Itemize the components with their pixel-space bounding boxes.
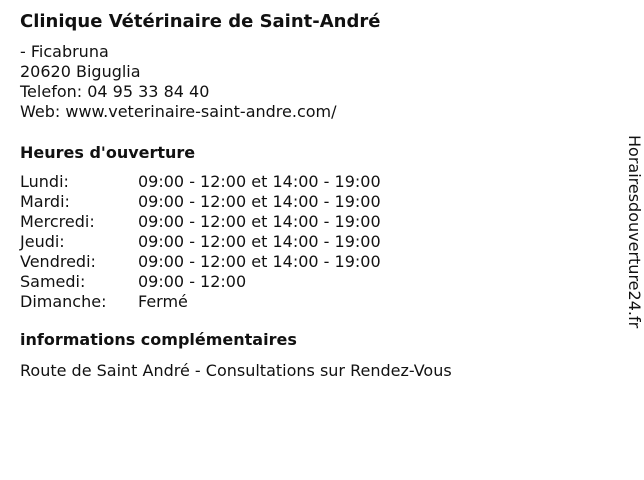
day-hours: 09:00 - 12:00: [138, 272, 247, 291]
day-label: Dimanche:: [20, 292, 107, 311]
address-street: - Ficabruna: [20, 42, 109, 61]
day-hours: 09:00 - 12:00 et 14:00 - 19:00: [138, 252, 381, 271]
hours-row-lundi: [20, 172, 600, 192]
day-hours: 09:00 - 12:00 et 14:00 - 19:00: [138, 172, 381, 191]
info-text: Route de Saint André - Consultations sur Rendez-Vous: [20, 361, 452, 380]
info-heading: informations complémentaires: [20, 330, 297, 349]
hours-row-mercredi: [20, 212, 600, 232]
business-name: Clinique Vétérinaire de Saint-André: [20, 11, 381, 32]
hours-row-samedi: [20, 272, 600, 292]
day-label: Vendredi:: [20, 252, 96, 271]
day-label: Samedi:: [20, 272, 86, 291]
hours-heading: Heures d'ouverture: [20, 143, 196, 162]
hours-table: [20, 172, 600, 312]
site-watermark: Horairesdouverture24.fr: [625, 135, 644, 329]
hours-row-vendredi: [20, 252, 600, 272]
day-hours: Fermé: [138, 292, 188, 311]
day-hours: 09:00 - 12:00 et 14:00 - 19:00: [138, 192, 381, 211]
address-block: [20, 42, 600, 122]
day-label: Mercredi:: [20, 212, 95, 231]
day-hours: 09:00 - 12:00 et 14:00 - 19:00: [138, 212, 381, 231]
business-card: [20, 10, 600, 381]
hours-row-mardi: [20, 192, 600, 212]
day-hours: 09:00 - 12:00 et 14:00 - 19:00: [138, 232, 381, 251]
address-city: 20620 Biguglia: [20, 62, 141, 81]
day-label: Lundi:: [20, 172, 69, 191]
phone-line: Telefon: 04 95 33 84 40: [20, 82, 210, 101]
website-line: Web: www.veterinaire-saint-andre.com/: [20, 102, 337, 121]
hours-row-dimanche: [20, 292, 600, 312]
day-label: Mardi:: [20, 192, 70, 211]
day-label: Jeudi:: [20, 232, 65, 251]
hours-row-jeudi: [20, 232, 600, 252]
